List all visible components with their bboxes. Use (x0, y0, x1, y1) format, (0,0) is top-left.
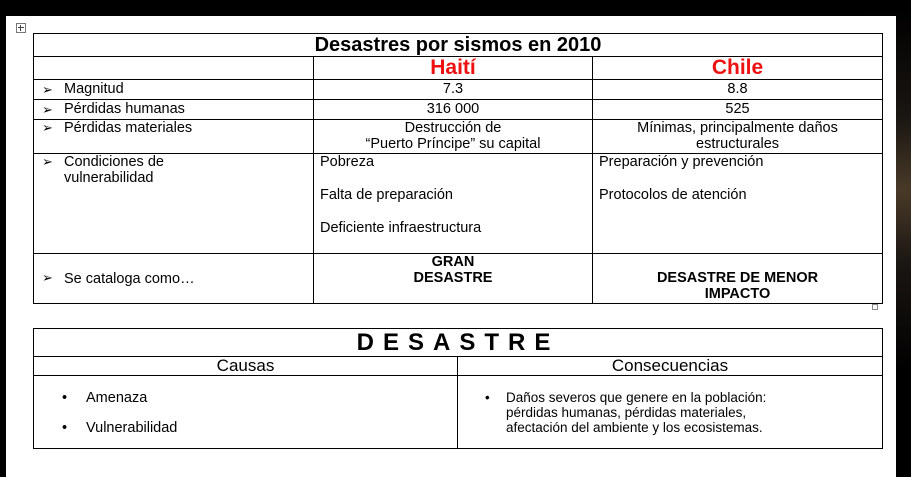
causes-cell (34, 376, 458, 449)
row-label: ➢ Pérdidas humanas (34, 100, 314, 120)
table-row (34, 120, 883, 154)
list-item: • Amenaza (34, 390, 457, 406)
document-page (6, 16, 896, 477)
arrow-bullet-icon: ➢ (42, 120, 53, 135)
empty-header-cell (34, 57, 314, 80)
row-label: ➢ Magnitud (34, 80, 314, 100)
chile-value: 8.8 (593, 80, 883, 100)
row-label: ➢ Condiciones de vulnerabilidad (34, 154, 314, 254)
chile-value: DESASTRE DE MENOR IMPACTO (593, 254, 883, 304)
chile-value: Preparación y prevención Protocolos de atención (593, 154, 883, 254)
chile-value: Mínimas, principalmente daños estructurales (593, 120, 883, 154)
list-item: • Vulnerabilidad (34, 420, 457, 436)
table-resize-handle-icon[interactable] (872, 304, 878, 310)
haiti-value: Pobreza Falta de preparación Deficiente infraestructura (314, 154, 593, 254)
table-row (34, 100, 883, 120)
haiti-value: 316 000 (314, 100, 593, 120)
arrow-bullet-icon: ➢ (42, 154, 53, 169)
arrow-bullet-icon: ➢ (42, 82, 53, 97)
causes-header: Causas (34, 357, 458, 376)
table-move-handle-icon[interactable] (16, 23, 26, 33)
haiti-value: GRAN DESASTRE (314, 254, 593, 304)
earthquake-comparison-table (33, 33, 883, 304)
disaster-causes-table (33, 328, 883, 449)
table-row (34, 154, 883, 254)
table-row (34, 80, 883, 100)
haiti-value: Destrucción de “Puerto Príncipe” su capital (314, 120, 593, 154)
consequences-cell (458, 376, 883, 449)
row-label: ➢ Pérdidas materiales (34, 120, 314, 154)
table-row (34, 254, 883, 304)
haiti-value: 7.3 (314, 80, 593, 100)
row-label: ➢ Se cataloga como… (34, 254, 314, 304)
chile-value: 525 (593, 100, 883, 120)
table-title: Desastres por sismos en 2010 (34, 34, 883, 57)
country-header-haiti: Haití (314, 57, 593, 80)
consequences-header: Consecuencias (458, 357, 883, 376)
arrow-bullet-icon: ➢ (42, 270, 53, 285)
list-item: • Daños severos que genere en la población: pérdidas humanas, pérdidas materiales, afectación del ambiente y los ecosistemas. (458, 390, 882, 435)
country-header-chile: Chile (593, 57, 883, 80)
disaster-title: DESASTRE (34, 329, 883, 357)
arrow-bullet-icon: ➢ (42, 102, 53, 117)
